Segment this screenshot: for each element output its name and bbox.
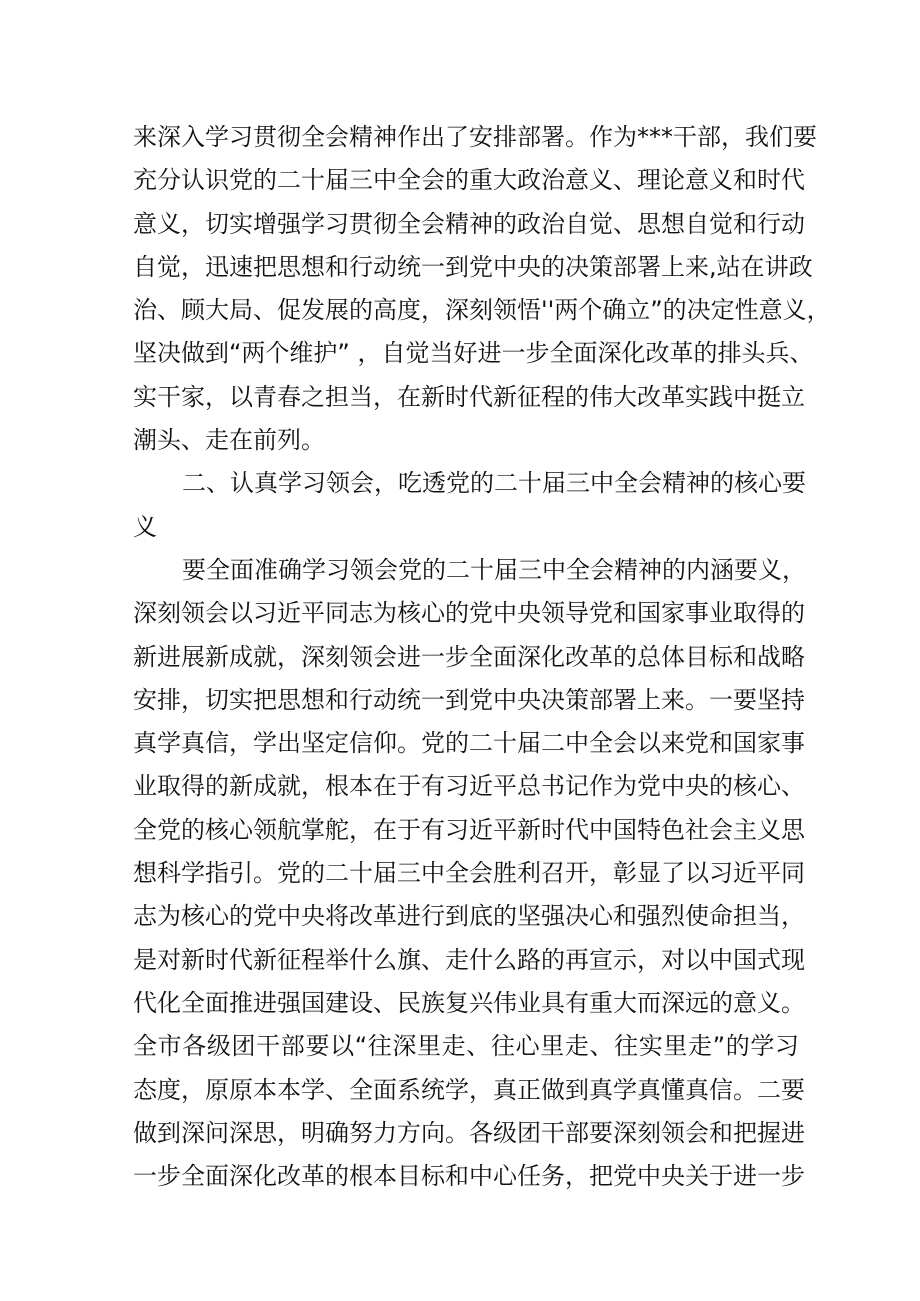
text-line: 全市各级团干部要以“往深里走、往心里走、往实里走”的学习	[133, 1032, 799, 1061]
section-heading-line: 二、认真学习领会，吃透党的二十届三中全会精神的核心要	[182, 469, 806, 498]
text-line: 业取得的新成就，根本在于有习近平总书记作为党中央的核心、	[133, 772, 805, 801]
text-line: 坚决做到“两个维护” ，自觉当好进一步全面深化改革的排头兵、	[133, 339, 814, 368]
text-line: 态度，原原本本学、全面系统学，真正做到真学真懂真信。二要	[133, 1075, 805, 1104]
text-line: 意义，切实增强学习贯彻全会精神的政治自觉、思想自觉和行动	[133, 209, 805, 238]
text-line: 自觉，迅速把思想和行动统一到党中央的决策部署上来,站在讲政	[133, 252, 813, 281]
text-line: 治、顾大局、促发展的高度，深刻领悟''两个确立”的决定性意义，	[133, 296, 831, 325]
text-line: 想科学指引。党的二十届三中全会胜利召开，彰显了以习近平同	[133, 859, 805, 888]
document-body	[133, 116, 831, 1198]
text-line: 深刻领会以习近平同志为核心的党中央领导党和国家事业取得的	[133, 599, 805, 628]
text-line: 实干家，以青春之担当，在新时代新征程的伟大改革实践中挺立	[133, 382, 805, 411]
text-line: 全党的核心领航掌舵，在于有习近平新时代中国特色社会主义思	[133, 815, 805, 844]
text-line: 要全面准确学习领会党的二十届三中全会精神的内涵要义，	[182, 555, 806, 584]
text-line: 潮头、走在前列。	[133, 426, 325, 455]
section-heading-line: 义	[133, 512, 157, 541]
text-line: 来深入学习贯彻全会精神作出了安排部署。作为***干部，我们要	[133, 123, 817, 151]
text-line: 安排，切实把思想和行动统一到党中央决策部署上来。一要坚持	[133, 685, 805, 714]
text-line: 做到深问深思，明确努力方向。各级团干部要深刻领会和把握进	[133, 1118, 805, 1147]
text-line: 一步全面深化改革的根本目标和中心任务，把党中央关于进一步	[133, 1162, 805, 1191]
text-line: 充分认识党的二十届三中全会的重大政治意义、理论意义和时代	[133, 166, 805, 195]
text-line: 是对新时代新征程举什么旗、走什么路的再宣示，对以中国式现	[133, 945, 805, 974]
text-line: 代化全面推进强国建设、民族复兴伟业具有重大而深远的意义。	[133, 988, 805, 1017]
text-line: 真学真信，学出坚定信仰。党的二十届二中全会以来党和国家事	[133, 729, 805, 758]
text-line: 新进展新成就，深刻领会进一步全面深化改革的总体目标和战略	[133, 642, 805, 671]
text-line: 志为核心的党中央将改革进行到底的坚强决心和强烈使命担当，	[133, 902, 805, 931]
